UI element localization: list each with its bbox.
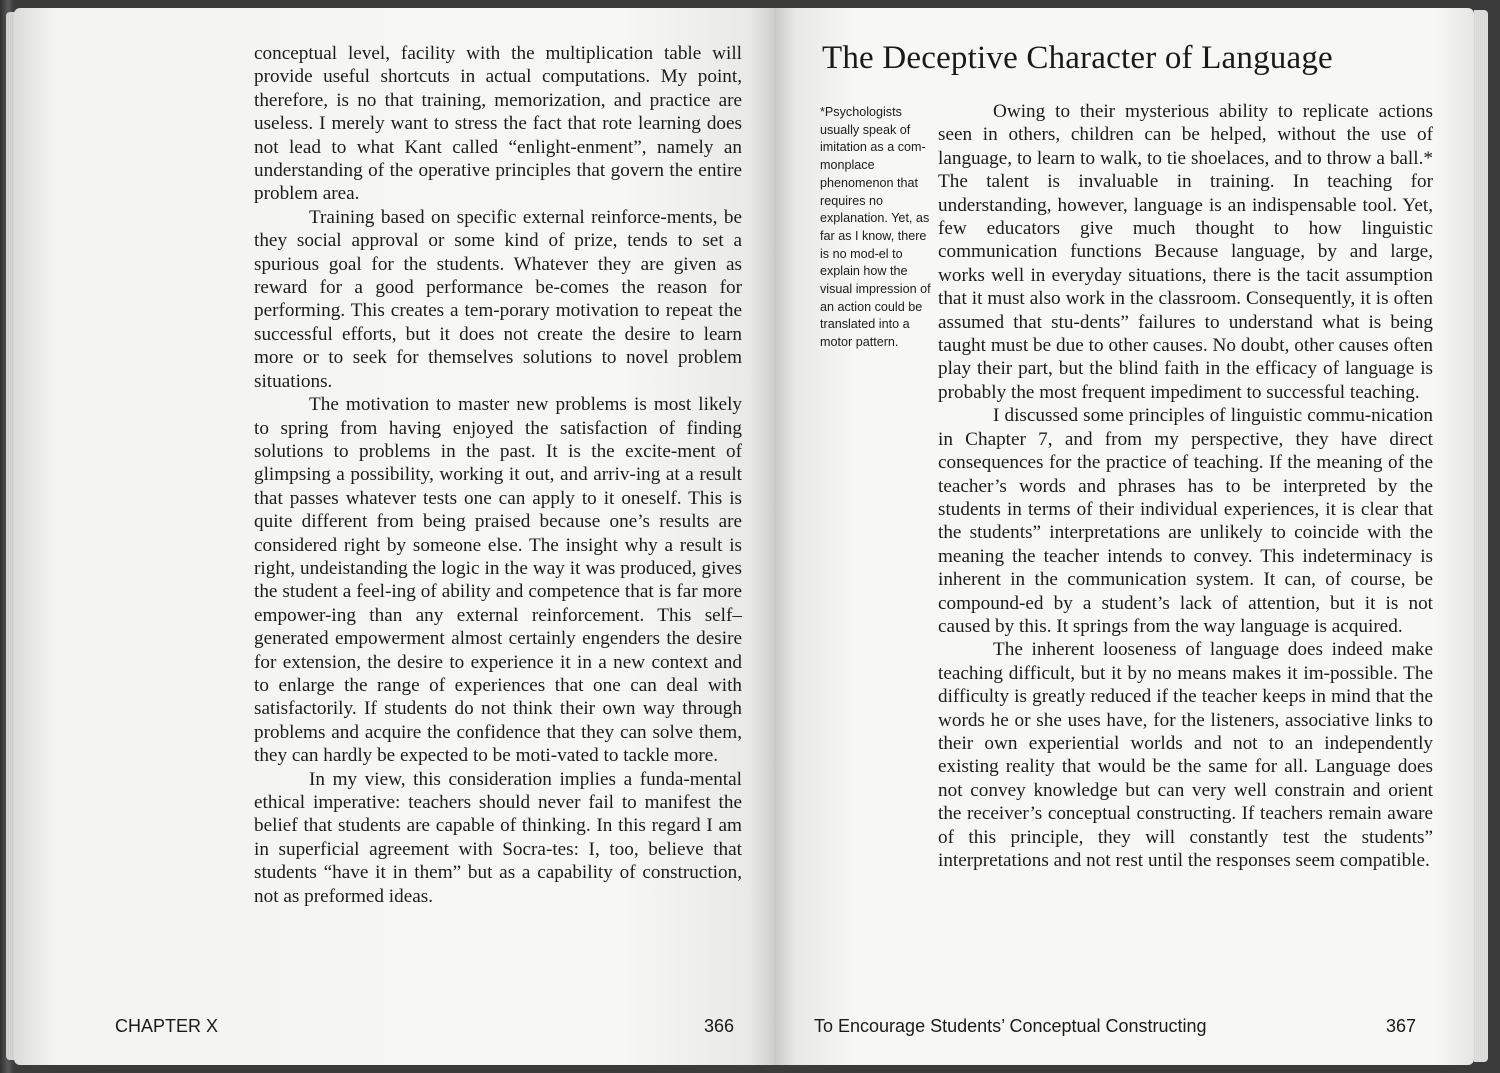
- section-title: The Deceptive Character of Language: [822, 40, 1333, 76]
- left-paragraph-2: Training based on specific external reinforce-ments, be they social approval or some kind of prize, tends to set a spurious goal for the students. Whatever they are given as reward for a good performance be-comes the reason for performing. This creates a tem-porary motivation to repeat the successful efforts, but it does not create the desire to learn more or to seek for themselves solutions to novel problem situations.: [254, 206, 742, 392]
- right-paragraph-1: Owing to their mysterious ability to replicate actions seen in others, children can be helped, without the use of language, to learn to walk, to tie shoelaces, and to throw a ball.* The talent is invaluable in training. In teaching for understanding, however, language is an indispensable tool. Yet, few educators give much thought to how linguistic communication functions Because language, by and large, works well in everyday situations, there is the tacit assumption that it must also work in the classroom. Consequently, it is often assumed that stu-dents” failures to understand what is being taught must be due to other causes. No doubt, other causes often play their part, but the blind faith in the efficacy of language is probably the most frequent impediment to successful teaching.: [938, 101, 1433, 403]
- right-running-footer: To Encourage Students’ Conceptual Constructing: [814, 1016, 1207, 1036]
- right-paragraph-2: I discussed some principles of linguistic commu-nication in Chapter 7, and from my perspective, they have direct consequences for the practice of teaching. If the meaning of the teacher’s words and phrases has to be interpreted by the students in terms of their individual experiences, it is clear that the students” interpretations are unlikely to coincide with the meaning the teacher intends to convey. This indeterminacy is inherent in the communication system. It can, of course, be compound-ed by a student’s lack of attention, but it is not caused by this. It springs from the way language is acquired.: [938, 405, 1433, 637]
- left-paragraph-4: In my view, this consideration implies a funda-mental ethical imperative: teachers should never fail to manifest the belief that students are capable of thinking. In this regard I am in superficial agreement with Socra-tes: I, too, believe that students “have it in them” but as a capability of construction, not as preformed ideas.: [254, 768, 742, 907]
- left-page: [14, 8, 774, 1065]
- page-edges-right: [1474, 10, 1488, 1062]
- right-paragraph-3: The inherent looseness of language does indeed make teaching difficult, but it by no means makes it im-possible. The difficulty is greatly reduced if the teacher keeps in mind that the words he or she uses have, for the listeners, associative links to their own experiential worlds and not to an independently existing reality that would be the same for all. Language does not convey knowledge but can very well constrain and orient the receiver’s conceptual constructing. If teachers remain aware of this principle, they will constantly test the students” interpretations and not rest until the responses seem compatible.: [938, 639, 1433, 871]
- right-page: [774, 8, 1474, 1065]
- right-page-number: 367: [1386, 1016, 1417, 1036]
- left-paragraph-3: The motivation to master new problems is most likely to spring from having enjoyed the satisfaction of finding solutions to problems in the past. It is the excite-ment of glimpsing a possibility, working it out, and arriv-ing at a result that passes whatever tests one can apply to it oneself. This is quite different from being praised because one’s results are considered right by someone else. The insight why a result is right, undeistanding the logic in the way it was produced, gives the student a feel-ing of ability and competence that is far more empower-ing than any external reinforcement. This self–generated empowerment almost certainly engenders the desire for extension, the desire to experience it in a new context and to enlarge the range of experiences that one can deal with satisfactorily. If students do not think their own way through problems and acquire the confidence that they can solve them, they can hardly be expected to be moti-vated to tackle more.: [254, 394, 742, 767]
- right-body-text: [938, 100, 1433, 872]
- left-body-text: [254, 42, 742, 908]
- left-page-number: 366: [704, 1016, 735, 1036]
- left-paragraph-1: conceptual level, facility with the multiplication table will provide useful shortcuts in actual computations. My point, therefore, is no that training, memorization, and practice are useless. I merely want to stress the fact that rote learning does not lead to what Kant called “enlight-enment”, namely an understanding of the operative principles that govern the entire problem area.: [254, 43, 742, 205]
- margin-footnote: *Psychologists usually speak of imitation as a com-monplace phenomenon that requires no explanation. Yet, as far as I know, there is no mod-el to explain how the visual impression of an action could be translated into a motor pattern.: [820, 105, 931, 350]
- left-running-footer: CHAPTER X: [115, 1016, 219, 1036]
